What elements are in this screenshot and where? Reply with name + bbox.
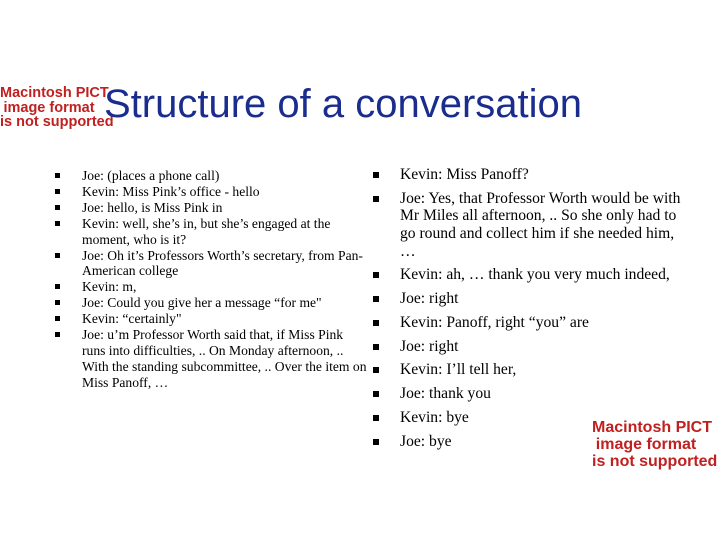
square-bullet-icon [373,367,379,373]
dialogue-text: Joe: (places a phone call) [82,168,220,183]
pict-line: Macintosh PICT [0,85,109,101]
dialogue-line [370,361,686,379]
dialogue-text: Kevin: bye [400,409,469,427]
dialogue-line [52,216,367,248]
square-bullet-icon [55,221,60,226]
dialogue-text: Kevin: I’ll tell her, [400,361,517,379]
pict-placeholder-bottom [592,419,718,470]
dialogue-text: Kevin: m, [82,279,137,295]
dialogue-line [52,295,367,311]
dialogue-text: Joe: hello, is Miss Pink in [82,199,223,215]
slide-title: Structure of a conversation [104,82,583,126]
square-bullet-icon [373,296,379,302]
square-bullet-icon [55,316,60,321]
dialogue-line [370,266,686,284]
dialogue-text: Kevin: Panoff, right “you” are [400,313,589,331]
dialogue-line [52,327,367,391]
dialogue-line [370,190,686,260]
dialogue-line [52,279,367,295]
pict-line: is not supported [0,114,114,130]
left-dialogue-list [52,168,367,391]
dialogue-text: Joe: Could you give her a message “for me" [82,295,322,311]
right-dialogue-list [370,166,686,457]
square-bullet-icon [55,205,60,210]
dialogue-text: Joe: Yes, that Professor Worth would be with Mr Miles all afternoon, .. So she only had to go round and collect him if she needed him, … [400,189,681,260]
square-bullet-icon [373,272,379,278]
pict-placeholder-top [0,85,114,130]
dialogue-text: Kevin: Miss Pink’s office - hello [82,183,260,199]
pict-line: is not supported [592,452,718,470]
square-bullet-icon [55,189,60,194]
dialogue-text: Kevin: well, she’s in, but she’s engaged at the moment, who is it? [82,215,331,247]
dialogue-text: Joe: thank you [400,385,491,403]
square-bullet-icon [55,332,60,337]
dialogue-line [52,184,367,200]
dialogue-line [370,314,686,332]
dialogue-line [52,248,367,280]
dialogue-line [370,290,686,308]
square-bullet-icon [373,415,379,421]
pict-line: Macintosh PICT [592,419,713,436]
pict-line: image format [595,435,697,453]
square-bullet-icon [55,253,60,258]
square-bullet-icon [55,300,60,305]
dialogue-line [370,166,686,184]
dialogue-text: Joe: right [400,290,459,308]
dialogue-text: Kevin: ah, … thank you very much indeed, [400,266,670,284]
square-bullet-icon [373,344,379,350]
square-bullet-icon [373,320,379,326]
dialogue-text: Kevin: Miss Panoff? [400,166,529,183]
dialogue-text: Joe: u’m Professor Worth said that, if Miss Pink runs into difficulties, .. On Monday afternoon, .. With the standing subcommittee, .. Over the item on Miss Panoff, … [82,327,367,390]
square-bullet-icon [55,173,60,178]
pict-line: image format [3,99,95,116]
dialogue-text: Joe: Oh it’s Professors Worth’s secretary, from Pan-American college [82,247,363,279]
dialogue-text: Joe: right [400,337,459,355]
dialogue-text: Joe: bye [400,432,452,450]
dialogue-line [370,385,686,403]
dialogue-line [370,338,686,356]
square-bullet-icon [55,284,60,289]
dialogue-line [52,200,367,216]
square-bullet-icon [373,391,379,397]
square-bullet-icon [373,196,379,202]
dialogue-line [52,311,367,327]
square-bullet-icon [373,439,379,445]
dialogue-text: Kevin: “certainly" [82,311,182,327]
square-bullet-icon [373,172,379,178]
dialogue-line [52,168,367,184]
